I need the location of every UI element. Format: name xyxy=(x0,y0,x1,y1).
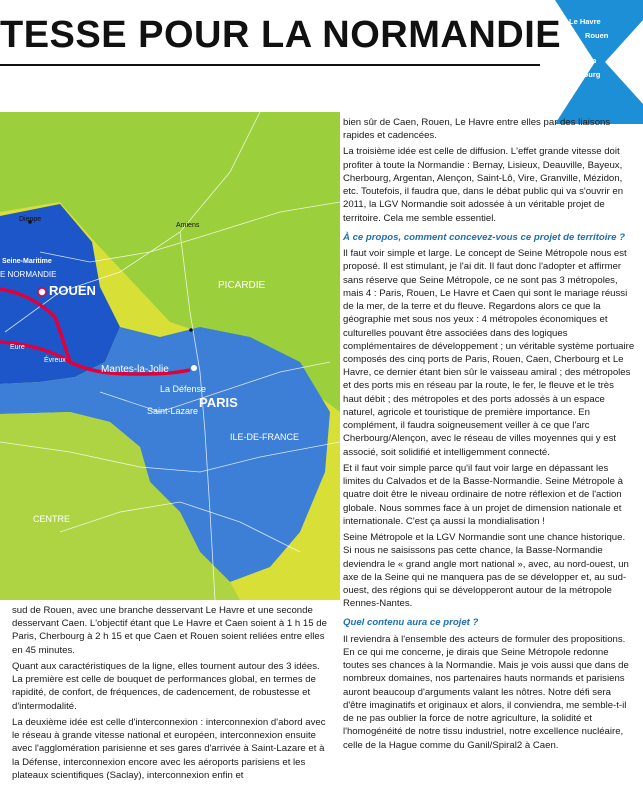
title-rule xyxy=(0,64,540,66)
map-label-haute-normandie: E NORMANDIE xyxy=(0,270,57,279)
city-dot-rouen xyxy=(38,288,46,296)
ribbon-city-rouen: Rouen xyxy=(585,31,609,40)
map-label-saint-lazare: Saint-Lazare xyxy=(147,406,199,416)
paragraph: Seine Métropole et la LGV Normandie sont une chance historique. Si nous ne saisissons pas cette chance, la Basse-Normandie deviendra le « grand angle mort national », avec, au nord-ouest, un axe de la Seine qui ne manquera pas de se développer et, au sud-ouest, des régions qui se développeront autour de la métropole Rennes-Nantes. xyxy=(343,532,629,610)
paragraph: bien sûr de Caen, Rouen, Le Havre entre elles par des liaisons rapides et cadencées. xyxy=(343,117,611,142)
paragraph: Il faut voir simple et large. Le concept de Seine Métropole nous est proposé. Il est stimulant, je l'ai dit. Il faut donc l'adopter et affirmer sans réserve que Seine Métropole, ce ne sont pas 3 métropoles, mais 4 : Paris, Rouen, Le Havre et Caen qui sont le mariage réussi de la mer, de la terre et du fleuve. Regardons alors ce que la géographie met sous nos yeux : 4 métropoles économiques et culturelles pouvant être associées dans des logiques complémentaires de développement ; un véritable système portuaire composés des cinq ports de Paris, Rouen, Caen, Cherbourg et Le Havre, ce dernier étant bien sûr le vaisseau amiral ; des métropoles et des ports mis en réseau par la route, le fer, le fleuve et le très haut débit ; des métropoles et des ports adossés à un espace naturel, agricole et touristique de première importance. En complément, il faudra soigneusement veiller à ce que l'arc Cherbourg/Alençon, avec le réseau de villes moyennes qui y est associé, soit solidifié et intelligemment connecté. xyxy=(343,248,635,458)
map-label-centre: CENTRE xyxy=(33,514,71,524)
map-label-rouen: ROUEN xyxy=(49,283,96,298)
map-label-dieppe: Dieppe xyxy=(19,216,42,223)
paragraph: Et il faut voir simple parce qu'il faut voir large en dépassant les limites du Calvados et de la Basse-Normandie. Seine Métropole à quatre doit être le niveau ordinaire de notre réflexion et de l'action globale. Nous sommes face à un projet de dimension nationale et internationale. C'est ça aussi la mondialisation ! xyxy=(343,462,623,527)
map-label-eure: Eure xyxy=(10,344,25,351)
paragraph: La troisième idée est celle de diffusion. L'effet grande vitesse doit profiter à toute la Normandie : Bernay, Lisieux, Deauville, Bayeux, Cherbourg, Argentan, Alençon, Saint-Lô, Vire, Granville, Mézidon, etc. Toutefois, il faudra que, dans le débat public qui va s'ouvrir en 2011, la LGV Normandie soit adossée à un véritable projet de territoire. Cela me semble essentiel. xyxy=(343,146,624,224)
right-article-column xyxy=(343,116,635,755)
map-label-mantes: Mantes-la-Jolie xyxy=(101,364,169,375)
question-heading: Quel contenu aura ce projet ? xyxy=(343,617,479,629)
paragraph: sud de Rouen, avec une branche desservant Le Havre et une seconde desservant Caen. L'objectif étant que Le Havre et Caen soient à 1 h 15 de Paris, Cherbourg à 2 h 15 et que Caen et Rouen soient reliées entre elles en 45 minutes. xyxy=(12,605,327,656)
region-map xyxy=(0,112,340,600)
map-label-ile-de-france: ILE-DE-FRANCE xyxy=(230,432,300,442)
map-label-seine-maritime: Seine-Maritime xyxy=(2,258,52,265)
page-title: TESSE POUR LA NORMANDIE xyxy=(0,14,562,56)
city-dot-amiens xyxy=(189,328,193,332)
map-label-evreux: Évreux xyxy=(44,357,66,364)
question-heading: À ce propos, comment concevez-vous ce projet de territoire ? xyxy=(343,231,626,243)
city-dot-paris xyxy=(191,365,197,371)
left-article-column xyxy=(12,604,330,785)
map-label-picardie: PICARDIE xyxy=(218,280,266,291)
map-label-paris: PARIS xyxy=(199,395,238,410)
map-label-amiens: Amiens xyxy=(176,222,200,229)
map-label-la-defense: La Défense xyxy=(160,384,207,394)
paragraph: La deuxième idée est celle d'interconnexion : interconnexion d'abord avec le réseau à grande vitesse national et européen, interconnexion ensuite avec l'agglomération parisienne et ses gares d'arrivée à Saint-Lazare et à la Défense, interconnexion encore avec les aéroports parisiens et les plateaux scientifiques (Saclay), interconnexion enfin et xyxy=(12,716,326,781)
ribbon-city-caen: Caen xyxy=(578,56,597,65)
ribbon-city-cherbourg: Cherbourg xyxy=(562,70,601,79)
paragraph: Quant aux caractéristiques de la ligne, elles tournent autour des 3 idées. La première est celle de bouquet de performances global, en termes de rapidité, de confort, de fréquences, de cadencement, de robustesse et d'intermodalité. xyxy=(12,660,320,712)
ribbon-city-le-havre: Le Havre xyxy=(569,17,601,26)
paragraph: Il reviendra à l'ensemble des acteurs de formuler des propositions. En ce qui me concerne, je dirais que Seine Métropole redonne toutes ses chances à la Normandie. Mais je vois aussi que dans de nombreux domaines, nos partenaires hauts normands et parisiens auront beaucoup d'arguments valant les nôtres. Notre défi sera d'être imaginatifs et originaux et alors, il conviendra, me semble-t-il de ne pas oublier la force de notre agriculture, la solidité et l'homogénéité de notre tissu industriel, notre excellence nucléaire, celle de la Hague comme du Ganil/Spiral2 à Caen. xyxy=(343,633,629,751)
